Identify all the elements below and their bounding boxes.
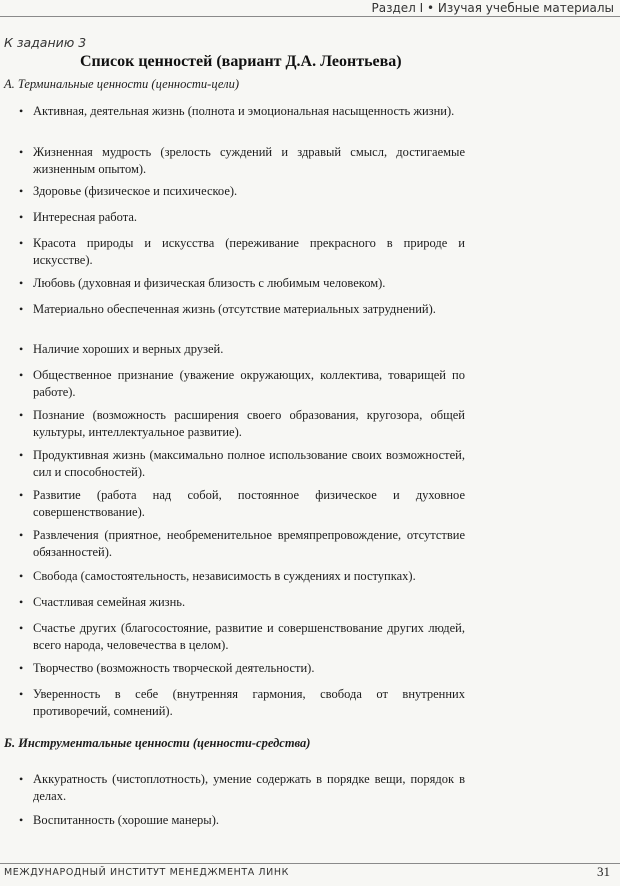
bullet-icon: • <box>19 528 24 542</box>
list-item-text: Воспитанность (хорошие манеры). <box>33 813 219 827</box>
list-item-text: Любовь (духовная и физическая близость с любимым человеком). <box>33 276 386 290</box>
list-item <box>19 183 465 200</box>
bullet-icon: • <box>19 104 24 118</box>
footer-rule <box>0 863 620 864</box>
bullet-icon: • <box>19 368 24 382</box>
bullet-icon: • <box>19 569 24 583</box>
list-item-text: Счастье других (благосостояние, развитие и совершенствование других людей, всего народа, человечества в целом). <box>33 621 465 652</box>
bullet-icon: • <box>19 184 24 198</box>
list-item-text: Здоровье (физическое и психическое). <box>33 184 238 198</box>
list-item-text: Общественное признание (уважение окружающих, коллектива, товарищей по работе). <box>33 368 465 399</box>
header-rule <box>0 16 620 17</box>
list-item-text: Развлечения (приятное, необременительное времяпрепровождение, отсутствие обязанностей). <box>33 528 465 559</box>
list-item <box>19 447 465 480</box>
list-item <box>19 209 465 226</box>
list-item <box>19 594 465 611</box>
list-item-text: Продуктивная жизнь (максимально полное использование своих возможностей, сил и способностей). <box>33 448 465 479</box>
list-item <box>19 235 465 268</box>
section-b-heading: Б. Инструментальные ценности (ценности-средства) <box>4 736 311 750</box>
list-item <box>19 487 465 520</box>
list-item-text: Активная, деятельная жизнь (полнота и эмоциональная насыщенность жизни). <box>33 104 455 118</box>
list-item-text: Жизненная мудрость (зрелость суждений и здравый смысл, достигаемые жизненным опытом). <box>33 145 465 176</box>
page-title: Список ценностей (вариант Д.А. Леонтьева) <box>80 53 402 70</box>
running-head: Раздел I • Изучая учебные материалы <box>363 0 614 16</box>
bullet-icon: • <box>19 408 24 422</box>
bullet-icon: • <box>19 145 24 159</box>
list-item-text: Творчество (возможность творческой деятельности). <box>33 661 315 675</box>
list-item <box>19 367 465 400</box>
list-item <box>19 341 465 358</box>
list-item <box>19 407 465 440</box>
list-item-text: Развитие (работа над собой, постоянное физическое и духовное совершенствование). <box>33 488 465 519</box>
list-item-text: Свобода (самостоятельность, независимость в суждениях и поступках). <box>33 569 416 583</box>
bullet-icon: • <box>19 687 24 701</box>
bullet-icon: • <box>19 302 24 316</box>
section-a-heading: А. Терминальные ценности (ценности-цели) <box>4 77 240 91</box>
list-item <box>19 620 465 653</box>
bullet-icon: • <box>19 236 24 250</box>
bullet-icon: • <box>19 813 24 827</box>
list-item-text: Наличие хороших и верных друзей. <box>33 342 224 356</box>
bullet-icon: • <box>19 661 24 675</box>
bullet-icon: • <box>19 276 24 290</box>
bullet-icon: • <box>19 448 24 462</box>
list-item <box>19 686 465 719</box>
list-item <box>19 771 465 804</box>
list-item-text: Материально обеспеченная жизнь (отсутствие материальных затруднений). <box>33 302 436 316</box>
list-item-text: Аккуратность (чистоплотность), умение содержать в порядке вещи, порядок в делах. <box>33 772 465 803</box>
list-item-text: Красота природы и искусства (переживание прекрасного в природе и искусстве). <box>33 236 465 267</box>
page-number: 31 <box>597 864 610 879</box>
bullet-icon: • <box>19 621 24 635</box>
list-item <box>19 103 465 120</box>
list-item <box>19 568 465 585</box>
list-item-text: Уверенность в себе (внутренняя гармония, свобода от внутренних противоречий, сомнений). <box>33 687 465 718</box>
list-item <box>19 660 465 677</box>
list-item <box>19 275 465 292</box>
bullet-icon: • <box>19 342 24 356</box>
bullet-icon: • <box>19 595 24 609</box>
list-item-text: Счастливая семейная жизнь. <box>33 595 186 609</box>
list-item <box>19 812 465 829</box>
list-item <box>19 301 465 318</box>
list-item <box>19 144 465 177</box>
list-item-text: Познание (возможность расширения своего образования, кругозора, общей культуры, интеллектуальное развитие). <box>33 408 465 439</box>
bullet-icon: • <box>19 772 24 786</box>
task-reference: К заданию 3 <box>4 35 87 50</box>
list-item <box>19 527 465 560</box>
footer-organization: МЕЖДУНАРОДНЫЙ ИНСТИТУТ МЕНЕДЖМЕНТА ЛИНК <box>4 867 289 878</box>
list-item-text: Интересная работа. <box>33 210 138 224</box>
bullet-icon: • <box>19 210 24 224</box>
bullet-icon: • <box>19 488 24 502</box>
